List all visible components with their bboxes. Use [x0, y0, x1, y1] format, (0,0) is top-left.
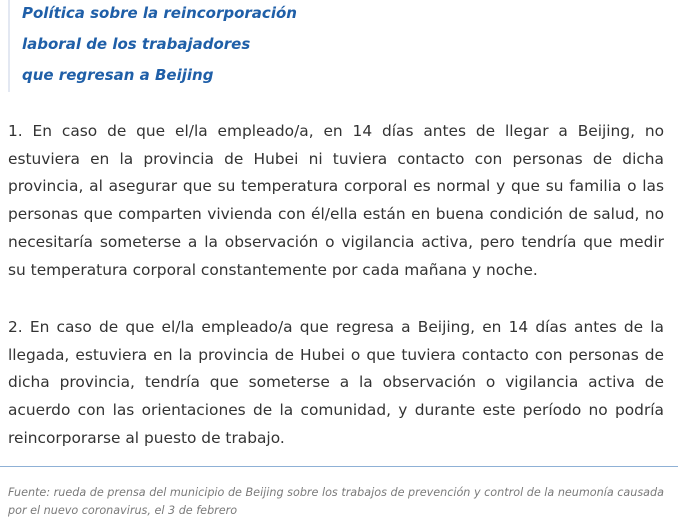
title-block [8, 0, 430, 92]
title-line-3: que regresan a Beijing [22, 66, 214, 84]
paragraph-2: 2. En caso de que el/la empleado/a que regresa a Beijing, en 14 días antes de la llegada, estuviera en la provincia de Hubei o que tuviera contacto con personas de dicha provincia, tendría que someterse a la observación o vigilancia activa de acuerdo con las orientaciones de la comunidad, y durante este período no podría reincorporarse al puesto de trabajo. [8, 318, 664, 447]
footnote-divider [0, 466, 678, 467]
paragraph-1: 1. En caso de que el/la empleado/a, en 14 días antes de llegar a Beijing, no estuviera en la provincia de Hubei ni tuviera contacto con personas de dicha provincia, al asegurar que su temperatura corporal es normal y que su familia o las personas que comparten vivienda con él/ella están en buena condición de salud, no necesitaría someterse a la observación o vigilancia activa, pero tendría que medir su temperatura corporal constantemente por cada mañana y noche. [8, 122, 664, 279]
source-footnote: Fuente: rueda de prensa del municipio de Beijing sobre los trabajos de prevención y control de la neumonía causada por el nuevo coronavirus, el 3 de febrero [8, 486, 664, 517]
title-line-1: Política sobre la reincorporación [22, 4, 297, 22]
title-line-2: laboral de los trabajadores [22, 35, 251, 53]
